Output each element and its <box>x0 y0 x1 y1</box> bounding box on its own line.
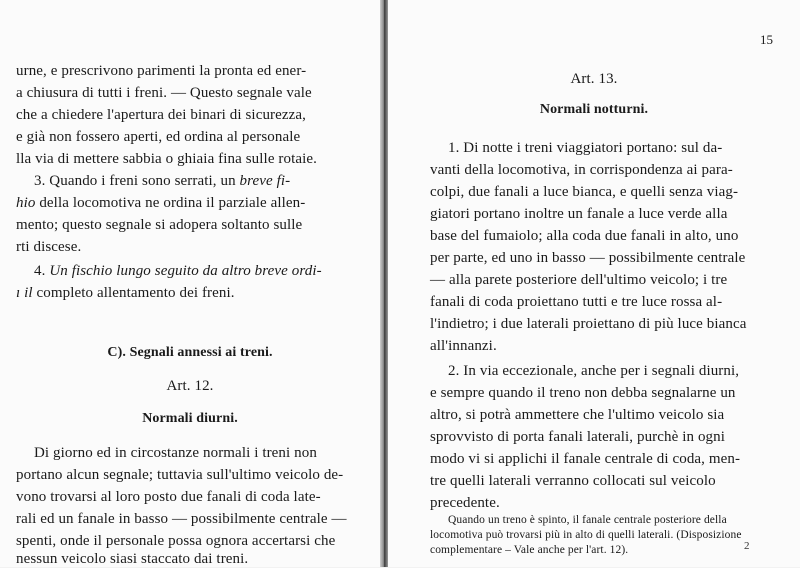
left-paragraph-line-4: rali ed un fanale in basso — possibilmente centrale — <box>16 511 347 527</box>
right-p2-line-3: altro, si potrà ammettere che l'ultimo veicolo sia <box>430 407 725 423</box>
item4-line-2 <box>16 284 235 302</box>
right-page <box>388 0 800 567</box>
item3-line-1 <box>34 172 290 190</box>
item4-line-1-text: 4. <box>34 263 50 279</box>
left-paragraph-line-5: spenti, onde il personale possa ognora accertarsi che <box>16 533 336 549</box>
right-p1-line-3: colpi, due fanali a luce bianca, e quelli senza viag- <box>430 184 739 200</box>
right-p2-line-7: precedente. <box>430 495 500 511</box>
right-p1-line-6: per parte, ed uno in basso — possibilmente centrale <box>430 250 746 266</box>
left-line-1: urne, e prescrivono parimenti la pronta ed ener- <box>16 63 307 79</box>
note-line-3: complementare – Vale anche per l'art. 12). <box>430 544 629 556</box>
right-p2-line-6: tre quelli laterali verranno collocati sul veicolo <box>430 473 716 489</box>
item3-line-3: mento; questo segnale si adopera soltanto sulle <box>16 217 303 233</box>
item3-line-4: rti discese. <box>16 239 82 255</box>
left-line-2: a chiusura di tutti i freni. — Questo segnale vale <box>16 85 312 101</box>
right-article-title: Art. 13. <box>570 71 618 87</box>
item3-line-2-italic: hio <box>16 195 36 211</box>
item3-line-1-italic: breve fi- <box>239 173 291 189</box>
left-paragraph-line-2: portano alcun segnale; tuttavia sull'ultimo veicolo de- <box>16 467 344 483</box>
book-gutter <box>380 0 388 567</box>
right-p1-line-8: fanali di coda proiettano tutti e tre luce rossa al- <box>430 294 723 310</box>
signature-mark: 2 <box>744 540 750 552</box>
left-article-title: Art. 12. <box>166 378 214 394</box>
right-p1-line-2: vanti della locomotiva, in corrispondenza ai para- <box>430 162 733 178</box>
left-line-4: e già non fossero aperti, ed ordina al personale <box>16 129 301 145</box>
right-p2-line-1: 2. In via eccezionale, anche per i segnali diurni, <box>448 363 740 379</box>
item3-line-2-text: della locomotiva ne ordina il parziale allen- <box>35 195 306 211</box>
right-p2-line-4: sprovvisto di porta fanali laterali, purchè in ogni <box>430 429 726 445</box>
item3-line-1-text: 3. Quando i freni sono serrati, un <box>34 173 240 189</box>
item4-line-2-italic: ı il <box>16 285 33 301</box>
left-page <box>0 0 380 567</box>
right-p2-line-5: modo vi si applichi il fanale centrale di coda, men- <box>430 451 741 467</box>
right-p1-line-4: giatori portano inoltre un fanale a luce verde alla <box>430 206 728 222</box>
item4-line-2-text: completo allentamento dei freni. <box>32 285 235 301</box>
left-paragraph-line-3: vono trovarsi al loro posto due fanali di coda late- <box>16 489 321 505</box>
right-p1-line-10: all'innanzi. <box>430 338 497 354</box>
item4-line-1 <box>34 262 322 280</box>
right-p1-line-7: — alla parete posteriore dell'ultimo veicolo; i tre <box>430 272 728 288</box>
left-line-5: lla via di mettere sabbia o ghiaia fina sulle rotaie. <box>16 151 318 167</box>
right-article-subtitle: Normali notturni. <box>539 102 649 117</box>
left-paragraph-line-1: Di giorno ed in circostanze normali i treni non <box>34 445 317 461</box>
left-article-subtitle: Normali diurni. <box>142 411 238 426</box>
left-paragraph-line-6: nessun veicolo siasi staccato dai treni. <box>16 551 249 567</box>
item3-line-2 <box>16 194 305 212</box>
right-p1-line-5: base del fumaiolo; alla coda due fanali in alto, uno <box>430 228 739 244</box>
page-number: 15 <box>760 32 773 47</box>
right-p2-line-2: e sempre quando il treno non debba segnalarne un <box>430 385 736 401</box>
section-heading: C). Segnali annessi ai treni. <box>107 345 273 360</box>
item4-line-1-italic: Un fischio lungo seguito da altro breve ordi- <box>49 263 322 279</box>
left-line-3: che a chiedere l'apertura dei binari di sicurezza, <box>16 107 307 123</box>
right-p1-line-1: 1. Di notte i treni viaggiatori portano: sul da- <box>448 140 723 156</box>
note-line-2: locomotiva può trovarsi più in alto di quelli laterali. (Disposizione <box>430 529 742 541</box>
note-line-1: Quando un treno è spinto, il fanale centrale posteriore della <box>448 514 727 526</box>
right-p1-line-9: l'indietro; i due laterali proiettano di più luce bianca <box>430 316 747 332</box>
